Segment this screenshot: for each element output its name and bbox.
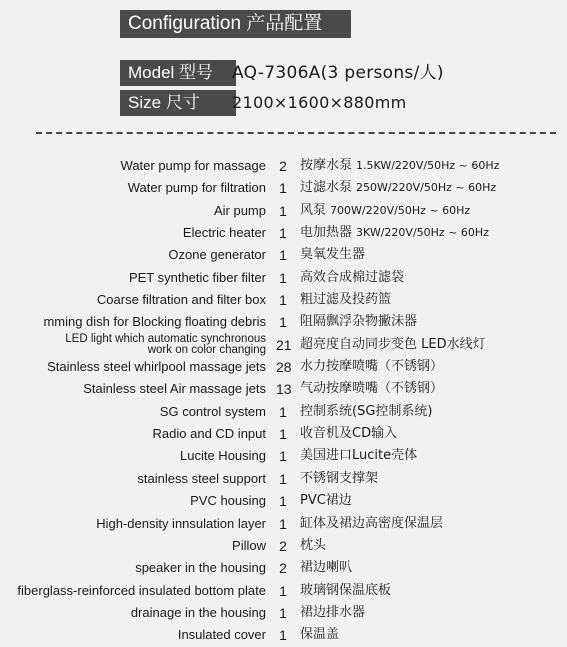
item-english-line: Water pump for filtration xyxy=(127,180,266,196)
list-item xyxy=(0,557,567,579)
list-item xyxy=(0,311,567,333)
item-english-line: Electric heater xyxy=(182,225,266,241)
size-value: 2100×1600×880mm xyxy=(232,93,407,112)
list-item xyxy=(0,445,567,467)
item-quantity: 1 xyxy=(279,493,287,510)
item-chinese-name xyxy=(300,267,404,289)
list-item xyxy=(0,423,567,445)
item-chinese-label: 控制系统(SG控制系统) xyxy=(300,403,433,419)
item-english-line: Lucite Housing xyxy=(180,448,266,464)
item-english-name xyxy=(128,177,266,199)
item-chinese-label: 枕头 xyxy=(300,537,327,553)
item-chinese-name xyxy=(300,334,486,356)
item-english-line: stainless steel support xyxy=(137,470,266,486)
item-chinese-label: 不锈钢支撑架 xyxy=(300,470,379,486)
list-item xyxy=(0,177,567,199)
item-chinese-name xyxy=(300,401,432,423)
item-english-name xyxy=(129,267,266,289)
item-english-line: Stainless steel Air massage jets xyxy=(83,381,266,397)
item-english-name xyxy=(131,602,266,624)
list-item xyxy=(0,602,567,624)
item-chinese-label: 水力按摩喷嘴（不锈钢） xyxy=(300,359,444,375)
item-quantity: 1 xyxy=(279,470,287,487)
item-chinese-label: 风泵 xyxy=(300,202,327,218)
item-english-line: speaker in the housing xyxy=(135,560,266,576)
item-english-name xyxy=(65,334,266,356)
list-item xyxy=(0,289,567,311)
item-quantity: 2 xyxy=(279,537,287,554)
item-chinese-name xyxy=(300,490,352,512)
config-heading: Configuration 产品配置 xyxy=(120,10,351,38)
item-chinese-name xyxy=(300,200,470,222)
item-quantity: 1 xyxy=(279,314,287,331)
item-english-line: mming dish for Blocking floating debris xyxy=(43,314,266,330)
item-english-name xyxy=(135,557,266,579)
item-chinese-name xyxy=(300,222,489,244)
item-quantity: 21 xyxy=(276,336,292,353)
item-english-line: fiberglass-reinforced insulated bottom plate xyxy=(17,582,266,598)
item-chinese-name xyxy=(300,580,391,602)
configuration-list xyxy=(0,155,567,647)
item-english-name xyxy=(17,580,266,602)
model-label: Model 型号 xyxy=(120,60,236,86)
item-english-name xyxy=(121,155,266,177)
list-item xyxy=(0,378,567,400)
item-english-line: Water pump for massage xyxy=(120,158,266,173)
item-english-line: work on color changing xyxy=(147,343,266,356)
item-chinese-label: 气动按摩喷嘴（不锈钢） xyxy=(300,381,444,397)
item-chinese-label: 收音机及CD输入 xyxy=(300,426,398,442)
item-chinese-name xyxy=(300,423,397,445)
item-spec: 250W/220V/50Hz ~ 60Hz xyxy=(356,181,497,195)
item-chinese-label: 阻隔飘浮杂物撇沫器 xyxy=(300,314,418,330)
item-chinese-label: 臭氧发生器 xyxy=(300,247,366,263)
list-item xyxy=(0,155,567,177)
item-chinese-label: 玻璃钢保温底板 xyxy=(300,582,392,598)
list-item xyxy=(0,200,567,222)
list-item xyxy=(0,334,567,356)
item-chinese-name xyxy=(300,513,443,535)
item-chinese-label: 电加热器 xyxy=(300,225,353,241)
list-item xyxy=(0,513,567,535)
item-chinese-label: 裙边喇叭 xyxy=(300,560,353,576)
item-english-name xyxy=(96,513,266,535)
list-item xyxy=(0,468,567,490)
item-chinese-name xyxy=(300,445,417,467)
item-spec: 1.5KW/220V/50Hz ~ 60Hz xyxy=(356,159,500,172)
item-english-line: Coarse filtration and filter box xyxy=(96,292,266,308)
item-english-line: Stainless steel whirlpool massage jets xyxy=(47,359,266,375)
item-spec: 700W/220V/50Hz ~ 60Hz xyxy=(330,203,471,217)
item-quantity: 1 xyxy=(279,426,287,443)
item-quantity: 1 xyxy=(279,627,287,644)
item-chinese-label: 保温盖 xyxy=(300,627,340,643)
item-chinese-label: 裙边排水器 xyxy=(300,604,366,620)
list-item xyxy=(0,267,567,289)
item-quantity: 1 xyxy=(279,269,287,286)
item-english-line: Insulated cover xyxy=(177,627,266,643)
item-quantity: 1 xyxy=(279,403,287,420)
item-english-line: SG control system xyxy=(159,403,266,419)
item-chinese-name xyxy=(300,177,496,199)
item-english-line: PET synthetic fiber filter xyxy=(128,269,266,285)
item-chinese-label: 超亮度自动同步变色 LED水线灯 xyxy=(300,336,486,352)
item-english-name xyxy=(137,468,266,490)
item-quantity: 1 xyxy=(279,292,287,309)
item-english-line: Ozone generator xyxy=(168,247,266,263)
item-chinese-label: 缸体及裙边高密度保温层 xyxy=(300,515,444,531)
item-chinese-label: 美国进口Lucite壳体 xyxy=(300,448,418,464)
item-spec: 3KW/220V/50Hz ~ 60Hz xyxy=(356,226,489,240)
list-item xyxy=(0,580,567,602)
item-english-name xyxy=(153,423,266,445)
item-chinese-name xyxy=(300,468,378,490)
item-english-name xyxy=(160,401,266,423)
item-quantity: 1 xyxy=(279,604,287,621)
item-english-line: Radio and CD input xyxy=(152,426,266,442)
item-chinese-name xyxy=(300,624,339,646)
item-chinese-label: PVC裙边 xyxy=(300,493,352,509)
item-chinese-name xyxy=(300,557,352,579)
item-english-name xyxy=(232,535,266,557)
item-quantity: 1 xyxy=(279,582,287,599)
dashed-divider xyxy=(36,132,556,134)
item-english-line: Pillow xyxy=(232,537,266,553)
item-chinese-label: 按摩水泵 xyxy=(300,158,353,173)
item-chinese-label: 过滤水泵 xyxy=(300,180,353,196)
item-english-line: LED light which automatic synchronous xyxy=(65,332,266,345)
item-english-name xyxy=(83,378,266,400)
item-english-name xyxy=(214,200,266,222)
item-quantity: 1 xyxy=(279,225,287,242)
item-quantity: 13 xyxy=(276,381,292,398)
item-english-name xyxy=(183,222,266,244)
item-chinese-label: 粗过滤及投药篮 xyxy=(300,292,392,308)
item-english-line: High-density innsulation layer xyxy=(96,515,266,531)
item-quantity: 1 xyxy=(279,247,287,264)
item-english-name xyxy=(178,624,266,646)
item-chinese-name xyxy=(300,155,499,177)
model-value: AQ-7306A(3 persons/人) xyxy=(232,63,444,83)
list-item xyxy=(0,624,567,646)
item-chinese-name xyxy=(300,535,326,557)
item-chinese-name xyxy=(300,602,365,624)
item-english-name xyxy=(47,356,266,378)
item-quantity: 2 xyxy=(279,158,287,174)
item-chinese-name xyxy=(300,244,365,266)
list-item xyxy=(0,244,567,266)
item-quantity: 2 xyxy=(279,560,287,577)
item-quantity: 1 xyxy=(279,515,287,532)
list-item xyxy=(0,535,567,557)
item-chinese-name xyxy=(300,378,443,400)
list-item xyxy=(0,401,567,423)
item-english-name xyxy=(97,289,266,311)
item-english-name xyxy=(190,490,266,512)
item-english-name xyxy=(168,244,266,266)
list-item xyxy=(0,356,567,378)
item-quantity: 1 xyxy=(279,180,287,197)
item-chinese-name xyxy=(300,356,443,378)
list-item xyxy=(0,222,567,244)
item-chinese-name xyxy=(300,289,391,311)
item-english-line: Air pump xyxy=(213,202,266,218)
item-quantity: 1 xyxy=(279,448,287,465)
item-chinese-label: 高效合成棉过滤袋 xyxy=(300,269,405,285)
list-item xyxy=(0,490,567,512)
item-quantity: 28 xyxy=(276,359,292,376)
item-english-name xyxy=(180,445,266,467)
item-english-name xyxy=(43,311,266,333)
item-english-line: drainage in the housing xyxy=(130,604,266,620)
item-quantity: 1 xyxy=(279,202,287,219)
size-label: Size 尺寸 xyxy=(120,90,236,116)
item-english-line: PVC housing xyxy=(190,493,266,509)
item-chinese-name xyxy=(300,311,417,333)
